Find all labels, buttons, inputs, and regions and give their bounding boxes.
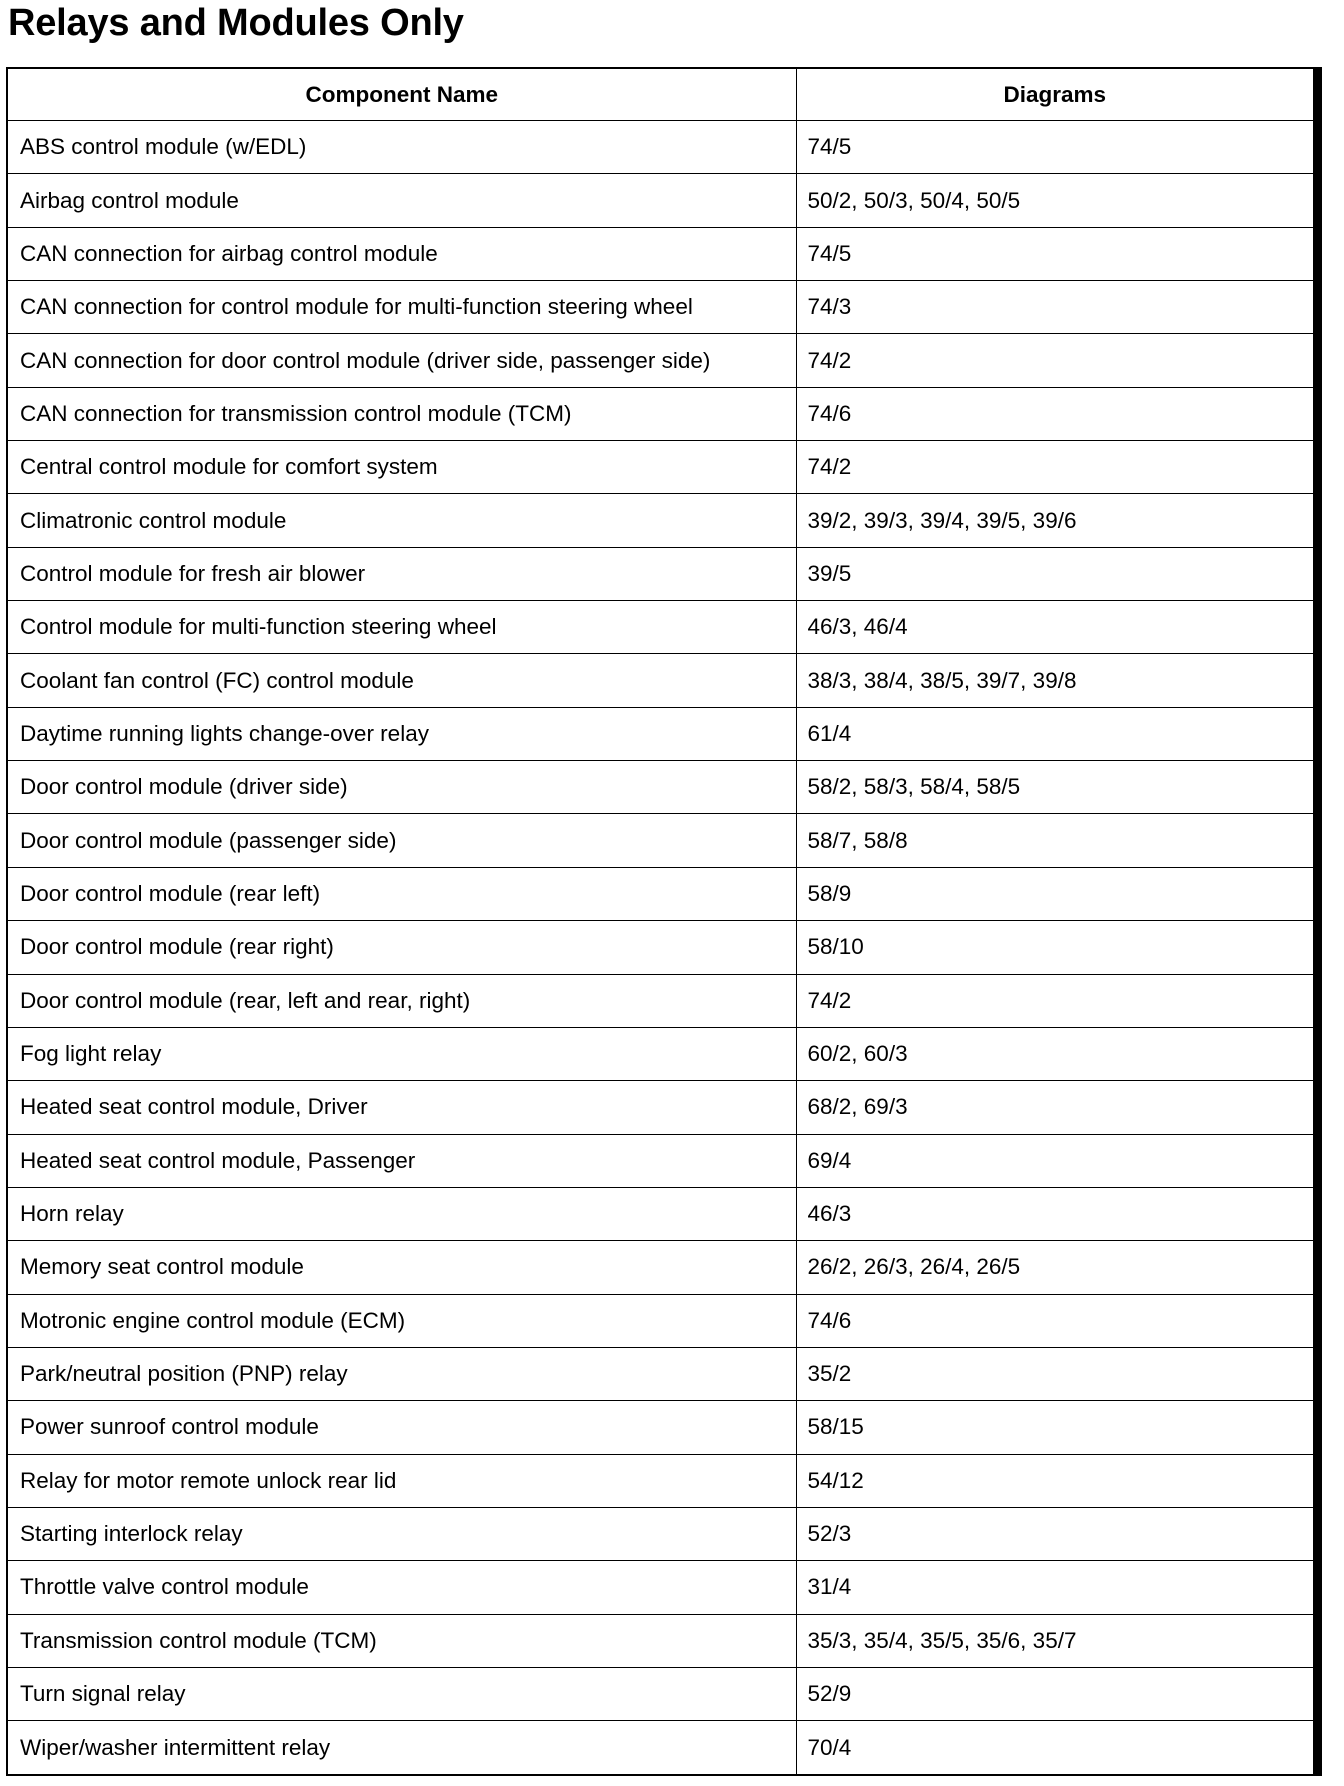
component-table-frame (6, 67, 1322, 1776)
component-name-cell: Door control module (rear left) (8, 867, 796, 920)
component-name-cell: Climatronic control module (8, 494, 796, 547)
component-name-cell: ABS control module (w/EDL) (8, 121, 796, 174)
table-row (8, 227, 1313, 280)
diagrams-cell: 39/2, 39/3, 39/4, 39/5, 39/6 (796, 494, 1313, 547)
diagrams-cell: 70/4 (796, 1721, 1313, 1774)
table-header-row (8, 69, 1313, 121)
component-name-cell: Coolant fan control (FC) control module (8, 654, 796, 707)
component-name-cell: Horn relay (8, 1187, 796, 1240)
diagrams-cell: 50/2, 50/3, 50/4, 50/5 (796, 174, 1313, 227)
diagrams-cell: 52/9 (796, 1667, 1313, 1720)
component-name-cell: Door control module (rear, left and rear, right) (8, 974, 796, 1027)
diagrams-cell: 74/2 (796, 334, 1313, 387)
component-name-cell: Park/neutral position (PNP) relay (8, 1347, 796, 1400)
diagrams-cell: 58/2, 58/3, 58/4, 58/5 (796, 761, 1313, 814)
table-row (8, 281, 1313, 334)
table-row (8, 1241, 1313, 1294)
table-row (8, 121, 1313, 174)
diagrams-cell: 60/2, 60/3 (796, 1027, 1313, 1080)
component-name-cell: Central control module for comfort system (8, 441, 796, 494)
table-row (8, 761, 1313, 814)
table-row (8, 601, 1313, 654)
component-name-cell: Memory seat control module (8, 1241, 796, 1294)
diagrams-cell: 46/3, 46/4 (796, 601, 1313, 654)
diagrams-cell: 39/5 (796, 547, 1313, 600)
table-row (8, 1081, 1313, 1134)
diagrams-cell: 58/9 (796, 867, 1313, 920)
table-row (8, 547, 1313, 600)
table-row (8, 1614, 1313, 1667)
diagrams-cell: 74/6 (796, 1294, 1313, 1347)
diagrams-cell: 74/5 (796, 227, 1313, 280)
component-name-cell: Motronic engine control module (ECM) (8, 1294, 796, 1347)
component-name-cell: Control module for fresh air blower (8, 547, 796, 600)
table-row (8, 1667, 1313, 1720)
component-name-cell: Heated seat control module, Passenger (8, 1134, 796, 1187)
component-name-cell: Transmission control module (TCM) (8, 1614, 796, 1667)
component-name-cell: Throttle valve control module (8, 1561, 796, 1614)
component-table (8, 69, 1313, 1774)
table-row (8, 1027, 1313, 1080)
table-row (8, 921, 1313, 974)
diagrams-cell: 74/3 (796, 281, 1313, 334)
component-name-cell: Fog light relay (8, 1027, 796, 1080)
component-name-cell: Door control module (rear right) (8, 921, 796, 974)
diagrams-cell: 35/3, 35/4, 35/5, 35/6, 35/7 (796, 1614, 1313, 1667)
page-title: Relays and Modules Only (8, 2, 464, 44)
component-name-cell: CAN connection for airbag control module (8, 227, 796, 280)
component-name-cell: Door control module (driver side) (8, 761, 796, 814)
diagrams-cell: 54/12 (796, 1454, 1313, 1507)
component-name-cell: Wiper/washer intermittent relay (8, 1721, 796, 1774)
table-row (8, 441, 1313, 494)
diagrams-cell: 74/5 (796, 121, 1313, 174)
column-header-component-name: Component Name (8, 69, 796, 121)
component-name-cell: Power sunroof control module (8, 1401, 796, 1454)
component-name-cell: Control module for multi-function steering wheel (8, 601, 796, 654)
table-row (8, 654, 1313, 707)
table-row (8, 1454, 1313, 1507)
component-name-cell: Heated seat control module, Driver (8, 1081, 796, 1134)
table-row (8, 1721, 1313, 1774)
table-row (8, 1187, 1313, 1240)
table-row (8, 1347, 1313, 1400)
diagrams-cell: 68/2, 69/3 (796, 1081, 1313, 1134)
component-name-cell: CAN connection for transmission control module (TCM) (8, 387, 796, 440)
component-name-cell: Airbag control module (8, 174, 796, 227)
table-row (8, 814, 1313, 867)
table-row (8, 387, 1313, 440)
diagrams-cell: 61/4 (796, 707, 1313, 760)
table-body (8, 121, 1313, 1775)
diagrams-cell: 74/6 (796, 387, 1313, 440)
diagrams-cell: 26/2, 26/3, 26/4, 26/5 (796, 1241, 1313, 1294)
component-name-cell: Turn signal relay (8, 1667, 796, 1720)
component-name-cell: Starting interlock relay (8, 1507, 796, 1560)
component-name-cell: CAN connection for door control module (driver side, passenger side) (8, 334, 796, 387)
table-row (8, 334, 1313, 387)
diagrams-cell: 35/2 (796, 1347, 1313, 1400)
table-row (8, 1507, 1313, 1560)
table-row (8, 494, 1313, 547)
diagrams-cell: 58/15 (796, 1401, 1313, 1454)
diagrams-cell: 31/4 (796, 1561, 1313, 1614)
table-row (8, 1561, 1313, 1614)
table-row (8, 1134, 1313, 1187)
table-row (8, 974, 1313, 1027)
column-header-diagrams: Diagrams (796, 69, 1313, 121)
component-name-cell: Door control module (passenger side) (8, 814, 796, 867)
table-row (8, 1294, 1313, 1347)
component-name-cell: Daytime running lights change-over relay (8, 707, 796, 760)
table-row (8, 867, 1313, 920)
table-row (8, 1401, 1313, 1454)
diagrams-cell: 74/2 (796, 974, 1313, 1027)
table-row (8, 707, 1313, 760)
diagrams-cell: 74/2 (796, 441, 1313, 494)
diagrams-cell: 69/4 (796, 1134, 1313, 1187)
diagrams-cell: 46/3 (796, 1187, 1313, 1240)
component-name-cell: Relay for motor remote unlock rear lid (8, 1454, 796, 1507)
table-row (8, 174, 1313, 227)
diagrams-cell: 58/7, 58/8 (796, 814, 1313, 867)
component-name-cell: CAN connection for control module for multi-function steering wheel (8, 281, 796, 334)
diagrams-cell: 52/3 (796, 1507, 1313, 1560)
diagrams-cell: 58/10 (796, 921, 1313, 974)
diagrams-cell: 38/3, 38/4, 38/5, 39/7, 39/8 (796, 654, 1313, 707)
